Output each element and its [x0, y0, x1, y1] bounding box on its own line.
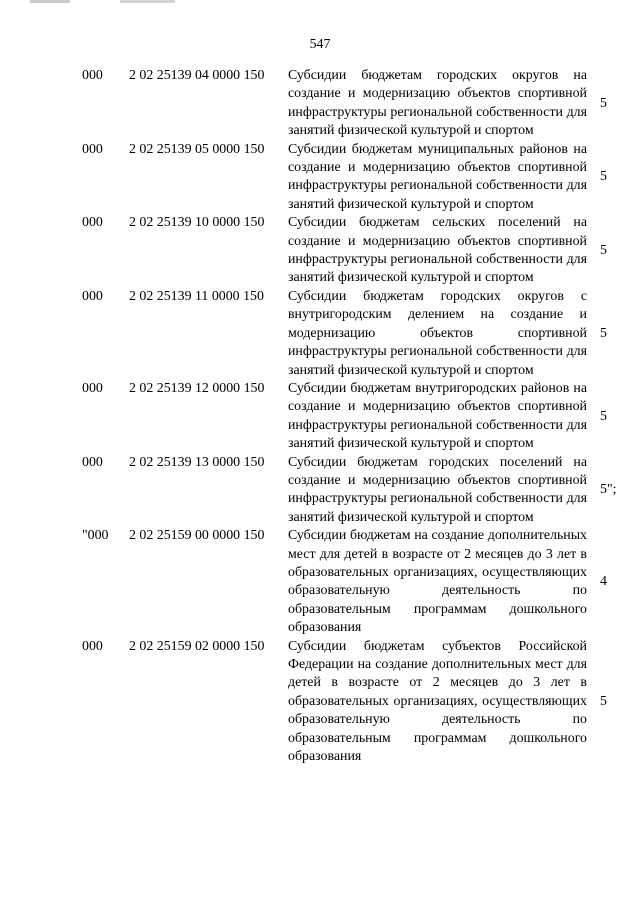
admin-code: 000 [82, 68, 103, 83]
budget-classification-code: 2 02 25139 04 0000 150 [129, 68, 265, 83]
table-row [0, 288, 640, 380]
admin-code: 000 [82, 141, 103, 157]
budget-classification-code: 2 02 25139 05 0000 150 [129, 141, 265, 157]
table-row [0, 454, 640, 528]
table-row [0, 638, 640, 767]
income-description: Субсидии бюджетам муниципальных районов на создание и модернизацию объектов спортивной инфраструктуры региональной собственности для занятий физической культурой и спортом [288, 141, 587, 212]
table-row [0, 67, 640, 141]
table-row [0, 141, 640, 215]
budget-code-table [0, 67, 640, 766]
admin-code: 000 [82, 215, 103, 231]
income-description: Субсидии бюджетам городских округов с внутригородским делением на создание и модернизацию объектов спортивной инфраструктуры региональной собственности для занятий физической культурой и спортом [288, 288, 587, 378]
income-description: Субсидии бюджетам сельских поселений на создание и модернизацию объектов спортивной инфраструктуры региональной собственности для занятий физической культурой и спортом [288, 215, 587, 286]
row-value: 4 [600, 574, 607, 590]
admin-code: 000 [82, 638, 103, 654]
table-row [0, 527, 640, 637]
table-row [0, 214, 640, 288]
row-value: 5 [600, 325, 607, 341]
income-description: Субсидии бюджетам субъектов Российской Федерации на создание дополнительных мест для детей в возрасте от 2 месяцев до 3 лет в образовательных организациях, осуществляющих образовательную деятельность по образовательным программам дошкольного образования [288, 638, 587, 765]
row-value: 5 [600, 169, 607, 185]
admin-code: "000 [82, 528, 109, 544]
admin-code: 000 [82, 288, 103, 304]
budget-classification-code: 2 02 25159 00 0000 150 [129, 528, 265, 544]
row-value: 5 [600, 408, 607, 424]
budget-classification-code: 2 02 25139 11 0000 150 [129, 288, 264, 304]
admin-code: 000 [82, 454, 103, 470]
budget-classification-code: 2 02 25139 12 0000 150 [129, 380, 265, 396]
budget-classification-code: 2 02 25139 13 0000 150 [129, 454, 265, 470]
row-value: 5 [600, 693, 607, 709]
income-description: Субсидии бюджетам городских округов на создание и модернизацию объектов спортивной инфраструктуры региональной собственности для занятий физической культурой и спортом [288, 68, 587, 139]
budget-classification-code: 2 02 25159 02 0000 150 [129, 638, 265, 654]
income-description: Субсидии бюджетам городских поселений на создание и модернизацию объектов спортивной инфраструктуры региональной собственности для занятий физической культурой и спортом [288, 454, 587, 525]
table-row [0, 380, 640, 454]
row-value: 5"; [600, 482, 617, 498]
row-value: 5 [600, 95, 607, 111]
income-description: Субсидии бюджетам внутригородских районов на создание и модернизацию объектов спортивной инфраструктуры региональной собственности для занятий физической культурой и спортом [288, 380, 587, 452]
budget-classification-code: 2 02 25139 10 0000 150 [129, 215, 265, 231]
row-value: 5 [600, 242, 607, 258]
income-description: Субсидии бюджетам на создание дополнительных мест для детей в возрасте от 2 месяцев до 3 лет в образовательных организациях, осуществляющих образовательную деятельность по образовательным программам дошкольного образования [288, 528, 587, 636]
page-number: 547 [309, 37, 331, 52]
admin-code: 000 [82, 380, 103, 396]
scan-edge-mark [0, 0, 640, 3]
